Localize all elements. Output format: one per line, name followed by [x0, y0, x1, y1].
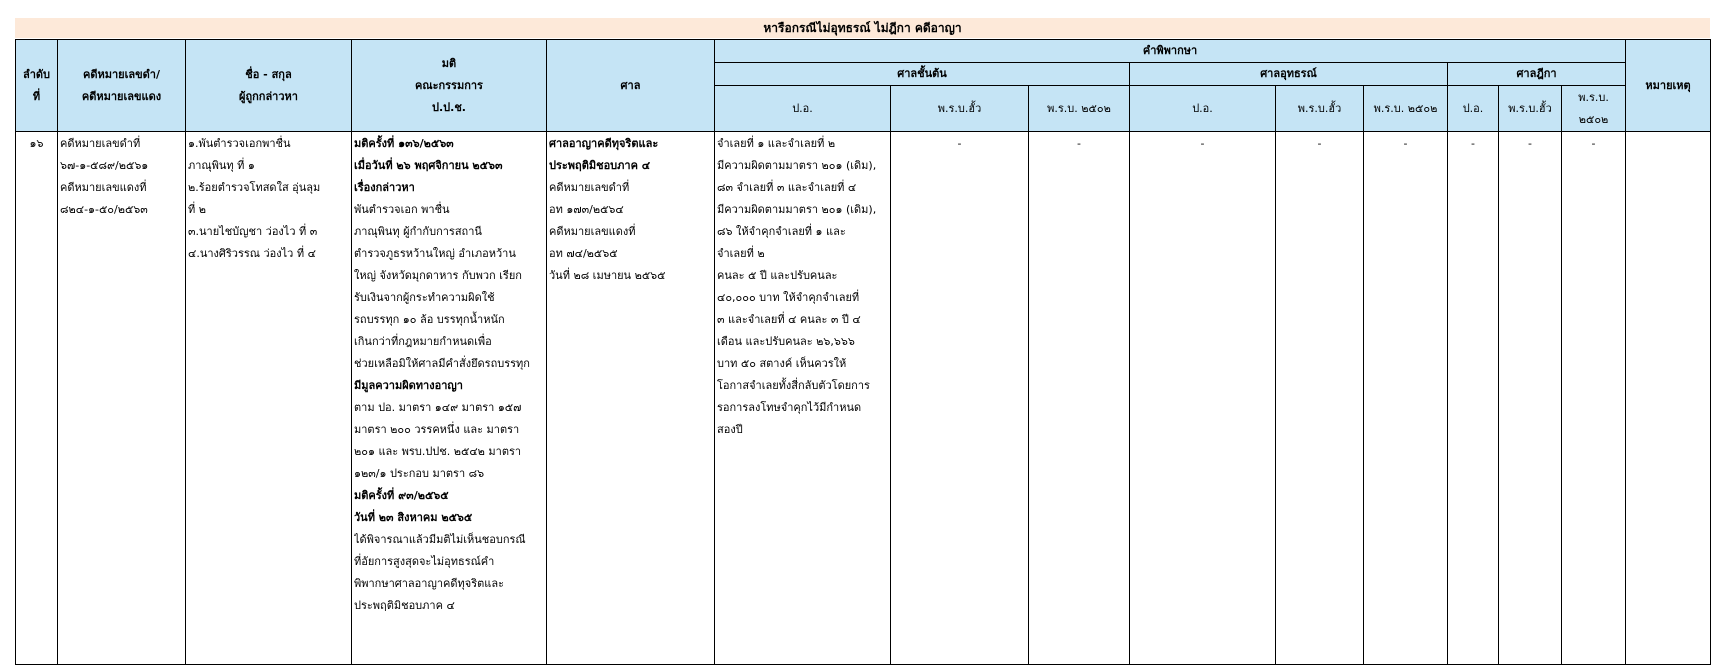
- accused-line: ๒.ร้อยตำรวจโทสดใส อุ่นลุม: [188, 181, 321, 194]
- cell-case-no: [58, 132, 186, 665]
- cell-court: [547, 132, 715, 665]
- case-number-line: คดีหมายเลขแดงที่: [60, 181, 147, 194]
- resolution-line: เรื่องกล่าวหา: [354, 181, 415, 194]
- header-first-prb-old: พ.ร.บ.ฮั้ว: [891, 86, 1029, 132]
- header-case-no: คดีหมายเลขดำ/ คดีหมายเลขแดง: [58, 40, 186, 132]
- accused-line: ที่ ๒: [188, 203, 206, 216]
- resolution-line: มติครั้งที่ ๙๓/๒๕๖๕: [354, 489, 449, 502]
- resolution-line: เมื่อวันที่ ๒๖ พฤศจิกายน ๒๕๖๓: [354, 159, 503, 172]
- resolution-line: ช่วยเหลือมิให้ศาลมีคำสั่งยึดรถบรรทุก: [354, 357, 530, 370]
- header-court: ศาล: [547, 40, 715, 132]
- sheet-title: หารือกรณีไม่อุทธรณ์ ไม่ฎีกา คดีอาญา: [15, 18, 1710, 38]
- table-row: [16, 132, 1711, 665]
- resolution-line: ใหญ่ จังหวัดมุกดาหาร กับพวก เรียก: [354, 269, 522, 282]
- court-line: คดีหมายเลขแดงที่: [549, 225, 636, 238]
- accused-line: ๔.นางศิริวรรณ ว่องไว ที่ ๔: [188, 247, 316, 260]
- accused-line: ๓.นายไชบัญชา ว่องไว ที่ ๓: [188, 225, 318, 238]
- judgment-line: บาท ๕๐ สตางค์ เห็นควรให้: [717, 357, 847, 370]
- resolution-line: มีมูลความผิดทางอาญา: [354, 379, 463, 392]
- cell-no: ๑๖: [16, 132, 58, 665]
- court-line: ประพฤติมิชอบภาค ๔: [549, 159, 651, 172]
- resolution-line: ตาม ปอ. มาตรา ๑๔๙ มาตรา ๑๕๗: [354, 401, 522, 414]
- resolution-line: รถบรรทุก ๑๐ ล้อ บรรทุกน้ำหนัก: [354, 313, 505, 326]
- judgment-line: ๘๖ ให้จำคุกจำเลยที่ ๑ และ: [717, 225, 846, 238]
- cell-appeal-prb-2502: -: [1364, 132, 1448, 665]
- header-first-prb-2502: พ.ร.บ. ๒๕๐๒: [1029, 86, 1130, 132]
- judgment-line: มีความผิดตามมาตรา ๒๐๑ (เดิม),: [717, 159, 877, 172]
- judgment-line: โอกาสจำเลยทั้งสี่กลับตัวโดยการ: [717, 379, 870, 392]
- header-remark: หมายเหตุ: [1626, 40, 1711, 132]
- judgment-line: จำเลยที่ ๑ และจำเลยที่ ๒: [717, 137, 836, 150]
- header-court-supreme: ศาลฎีกา: [1448, 63, 1626, 86]
- resolution-line: มาตรา ๒๐๐ วรรคหนึ่ง และ มาตรา: [354, 423, 520, 436]
- header-appeal-prb-old: พ.ร.บ.ฮั้ว: [1276, 86, 1364, 132]
- resolution-line: พันตำรวจเอก พาชื่น: [354, 203, 450, 216]
- resolution-line: ที่อัยการสูงสุดจะไม่อุทธรณ์คำ: [354, 555, 495, 568]
- header-supreme-po: ป.อ.: [1448, 86, 1499, 132]
- judgment-line: มีความผิดตามมาตรา ๒๐๑ (เดิม),: [717, 203, 877, 216]
- resolution-line: ๒๐๑ และ พรบ.ปปช. ๒๕๔๒ มาตรา: [354, 445, 522, 458]
- resolution-line: ได้พิจารณาแล้วมีมติไม่เห็นชอบกรณี: [354, 533, 526, 546]
- judgment-line: สองปี: [717, 423, 743, 436]
- judgment-line: ๔๐,๐๐๐ บาท ให้จำคุกจำเลยที่: [717, 291, 860, 304]
- court-line: อท ๑๗๓/๒๕๖๔: [549, 203, 624, 216]
- case-table: [15, 39, 1711, 665]
- judgment-line: รอการลงโทษจำคุกไว้มีกำหนด: [717, 401, 862, 414]
- header-court-appeal: ศาลอุทธรณ์: [1130, 63, 1448, 86]
- header-accused: ชื่อ - สกุล ผู้ถูกกล่าวหา: [186, 40, 352, 132]
- court-line: อท ๗๔/๒๕๖๕: [549, 247, 618, 260]
- header-appeal-prb-2502: พ.ร.บ. ๒๕๐๒: [1364, 86, 1448, 132]
- cell-supreme-prb-2502: -: [1562, 132, 1626, 665]
- judgment-line: จำเลยที่ ๒: [717, 247, 765, 260]
- judgment-line: เดือน และปรับคนละ ๒๖,๖๖๖: [717, 335, 855, 348]
- accused-line: ภาณุพินทุ ที่ ๑: [188, 159, 255, 172]
- resolution-line: ประพฤติมิชอบภาค ๔: [354, 599, 455, 612]
- header-appeal-po: ป.อ.: [1130, 86, 1276, 132]
- resolution-line: ภาณุพินทุ ผู้กำกับการสถานี: [354, 225, 482, 238]
- judgment-line: ๘๓ จำเลยที่ ๓ และจำเลยที่ ๔: [717, 181, 857, 194]
- court-line: วันที่ ๒๘ เมษายน ๒๕๖๕: [549, 269, 666, 282]
- header-first-po: ป.อ.: [715, 86, 891, 132]
- judgment-line: ๓ และจำเลยที่ ๔ คนละ ๓ ปี ๔: [717, 313, 861, 326]
- court-line: คดีหมายเลขดำที่: [549, 181, 630, 194]
- cell-resolution: [352, 132, 547, 665]
- header-resolution: มติ คณะกรรมการ ป.ป.ช.: [352, 40, 547, 132]
- cell-appeal-prb-old: -: [1276, 132, 1364, 665]
- case-number-line: คดีหมายเลขดำที่: [60, 137, 141, 150]
- cell-remark: [1626, 132, 1711, 665]
- cell-supreme-po: -: [1448, 132, 1499, 665]
- resolution-line: ๑๒๓/๑ ประกอบ มาตรา ๘๖: [354, 467, 485, 480]
- cell-first-prb-2502: -: [1029, 132, 1130, 665]
- cell-first-prb-old: -: [891, 132, 1029, 665]
- cell-judgment-first-po: [715, 132, 891, 665]
- case-number-line: ๖๗-๑-๕๘๙/๒๕๖๑: [60, 159, 149, 172]
- cell-supreme-prb-old: -: [1499, 132, 1562, 665]
- header-supreme-prb-2502: พ.ร.บ. ๒๕๐๒: [1562, 86, 1626, 132]
- resolution-line: เกินกว่าที่กฎหมายกำหนดเพื่อ: [354, 335, 492, 348]
- cell-accused: [186, 132, 352, 665]
- case-number-line: ๘๒๔-๑-๕๐/๒๕๖๓: [60, 203, 148, 216]
- header-supreme-prb-old: พ.ร.บ.ฮั้ว: [1499, 86, 1562, 132]
- judgment-line: คนละ ๕ ปี และปรับคนละ: [717, 269, 838, 282]
- header-no: ลำดับ ที่: [16, 40, 58, 132]
- resolution-line: ตำรวจภูธรหว้านใหญ่ อำเภอหว้าน: [354, 247, 516, 260]
- accused-line: ๑.พันตำรวจเอกพาชื่น: [188, 137, 291, 150]
- resolution-line: รับเงินจากผู้กระทำความผิดใช้: [354, 291, 495, 304]
- resolution-line: วันที่ ๒๓ สิงหาคม ๒๕๖๕: [354, 511, 473, 524]
- resolution-line: พิพากษาศาลอาญาคดีทุจริตและ: [354, 577, 504, 590]
- court-line: ศาลอาญาคดีทุจริตและ: [549, 137, 659, 150]
- header-judgment: คำพิพากษา: [715, 40, 1626, 63]
- cell-appeal-po: -: [1130, 132, 1276, 665]
- header-court-first: ศาลชั้นต้น: [715, 63, 1130, 86]
- resolution-line: มติครั้งที่ ๑๓๖/๒๕๖๓: [354, 137, 454, 150]
